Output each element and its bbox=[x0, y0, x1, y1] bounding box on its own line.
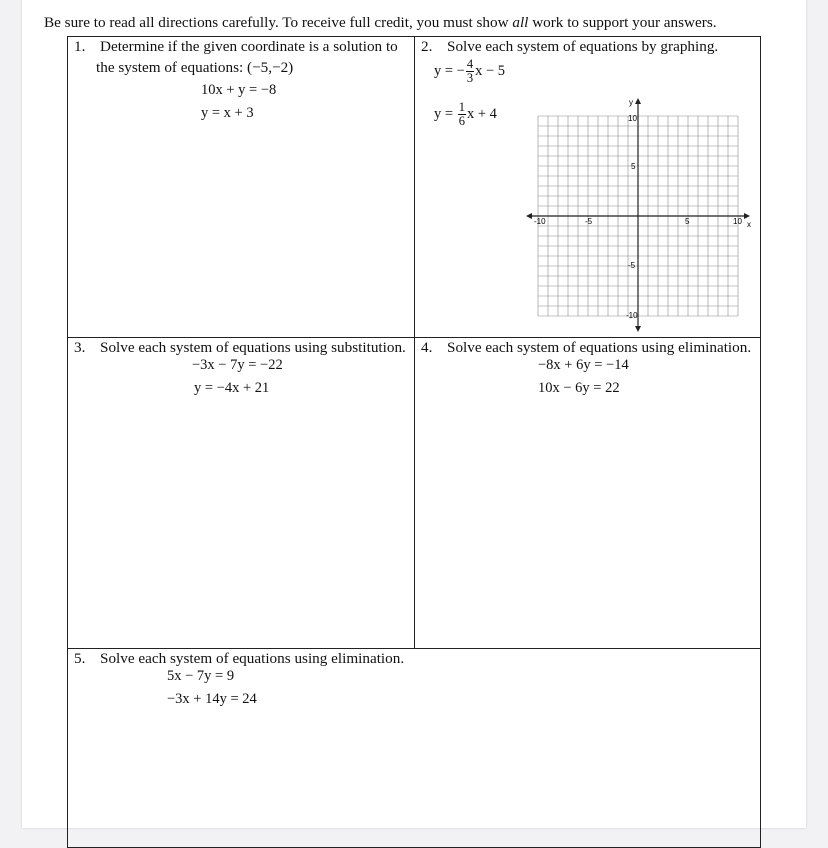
y-tick-10: 10 bbox=[628, 114, 637, 123]
y-tick-neg10: -10 bbox=[626, 311, 638, 320]
question-5-prompt: 5. Solve each system of equations using elimination. bbox=[74, 650, 405, 667]
question-1-equation-2: y = x + 3 bbox=[201, 105, 254, 121]
y-axis-label: y bbox=[629, 98, 633, 107]
question-4-equation-2: 10x − 6y = 22 bbox=[538, 380, 620, 396]
x-tick-5: 5 bbox=[685, 217, 690, 226]
y-tick-5: 5 bbox=[631, 162, 636, 171]
question-1-prompt: 1. Determine if the given coordinate is a solution to bbox=[74, 38, 398, 55]
y-tick-neg5: -5 bbox=[628, 261, 636, 270]
question-1-equation-1: 10x + y = −8 bbox=[201, 82, 277, 98]
question-5-equation-1: 5x − 7y = 9 bbox=[167, 668, 235, 684]
question-4-prompt: 4. Solve each system of equations using elimination. bbox=[421, 339, 752, 356]
question-4-equation-1: −8x + 6y = −14 bbox=[538, 357, 629, 373]
x-tick-10: 10 bbox=[733, 217, 742, 226]
question-2-equation-1: y = − $\frac{4}{3}$ x − 5 bbox=[434, 57, 506, 85]
directions: Be sure to read all directions carefully. To receive full credit, you must show all work to support your answers. bbox=[44, 14, 717, 31]
question-2-equation-2: y = $\frac{1}{6}$ x + 4 bbox=[434, 100, 497, 128]
question-3-prompt: 3. Solve each system of equations using substitution. bbox=[74, 339, 406, 356]
question-5-equation-2: −3x + 14y = 24 bbox=[167, 691, 257, 707]
question-1-prompt-line2: the system of equations: (−5,−2) bbox=[96, 59, 294, 76]
coordinate-grid[interactable] bbox=[520, 96, 760, 336]
x-tick-neg5: -5 bbox=[585, 217, 593, 226]
x-axis-label: x bbox=[747, 220, 751, 229]
y-axis bbox=[635, 98, 641, 332]
question-3-equation-2: y = −4x + 21 bbox=[194, 380, 270, 396]
x-tick-neg10: -10 bbox=[534, 217, 546, 226]
emphasis-word: all bbox=[512, 14, 529, 31]
question-2-prompt: 2. Solve each system of equations by graphing. bbox=[421, 38, 719, 55]
question-3-equation-1: −3x − 7y = −22 bbox=[192, 357, 283, 373]
